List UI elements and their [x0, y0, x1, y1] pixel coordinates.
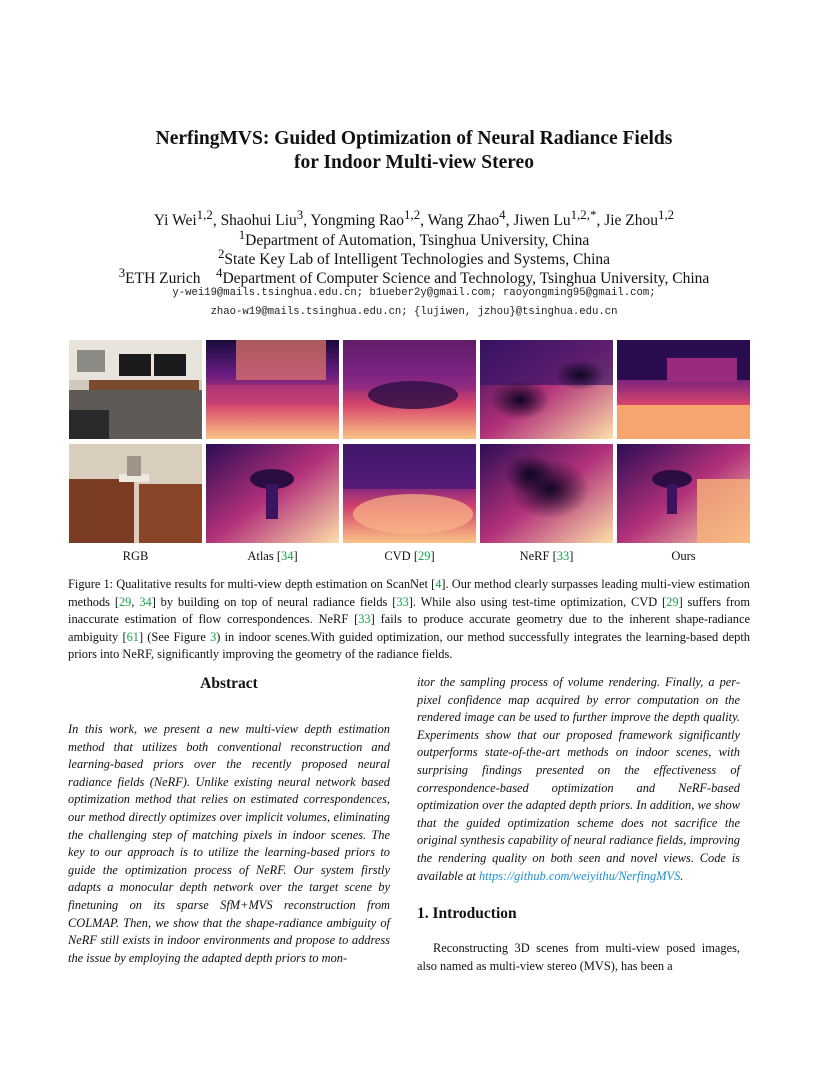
affiliation-2: $^2$State Key Lab of Intelligent Technologies and Systems, China [217, 246, 611, 269]
author: Jiwen Lu [513, 212, 571, 230]
figure-label-nerf: NeRF [33] [519, 549, 574, 563]
author: Wang Zhao [427, 212, 500, 230]
figure-label-ours: Ours [671, 549, 696, 563]
emails-line-1: y-wei19@mails.tsinghua.edu.cn; b1ueber2y@gmail.com; raoyongming95@gmail.com; [172, 287, 656, 299]
cvd-depth-lounge [343, 444, 476, 543]
introduction-text: Reconstructing 3D scenes from multi-view posed images, also named as multi-view stereo (MVS), has been a [417, 941, 740, 973]
nerf-depth-lounge [480, 444, 613, 543]
abstract-text-right: itor the sampling process of volume rendering. Finally, a per-pixel confidence map acquired by error computation on the rendered image can be used to further improve the depth quality. Experiments show that our proposed framework significantly outperforms state-of-the-art methods on indoor scenes, with surprising findings presented on the effectiveness of correspondence-based optimization and NeRF-based optimization over the adapted depth priors. In addition, we show that the guided optimization scheme does not sacrifice the original synthesis capability of neural radiance fields, improving the rendering quality on both seen and novel views. Code is available at https://github.com/weiyithu/NerfingMVS. [417, 675, 740, 883]
citation-link[interactable]: 33 [358, 612, 371, 627]
paper-title-line-1: NerfingMVS: Guided Optimization of Neural Radiance Fields [155, 128, 673, 149]
author: Jie Zhou [604, 212, 658, 230]
rgb-image-office [69, 340, 202, 439]
abstract-heading: Abstract [200, 675, 258, 692]
author: Shaohui Liu [220, 212, 297, 230]
figure-ref-link[interactable]: 3 [210, 629, 217, 644]
figure-label-rgb: RGB [122, 549, 149, 563]
figure-1-caption: Figure 1: Qualitative results for multi-view depth estimation on ScanNet [4]. Our method clearly surpasses leading multi-view estimation methods [29, 34] by building on top of neural radiance fields [33]. While also using test-time optimization, CVD [29] suffers from inaccurate estimation of flow correspondences. NeRF [33] fails to produce accurate geometry due to the inherent shape-radiance ambiguity [61] (See Figure 3) in indoor scenes.With guided optimization, our method successfully integrates the learning-based depth priors into NeRF, significantly improving the geometry of the radiance fields. [68, 577, 750, 662]
figure-1-grid [69, 340, 750, 543]
emails-line-2: zhao-w19@mails.tsinghua.edu.cn; {lujiwen, jzhou}@tsinghua.edu.cn [210, 306, 618, 318]
citation-link[interactable]: 33 [396, 594, 409, 609]
left-column [68, 674, 390, 967]
atlas-depth-office [206, 340, 339, 439]
affiliation-1: $^1$Department of Automation, Tsinghua University, China [238, 227, 590, 250]
citation-link[interactable]: 29 [118, 594, 132, 609]
citation-link[interactable]: 4 [435, 577, 442, 591]
code-url-link[interactable]: https://github.com/weiyithu/NerfingMVS [478, 868, 681, 883]
citation-link[interactable]: 34 [139, 594, 152, 609]
ours-depth-lounge [617, 444, 750, 543]
citation-link[interactable]: 29 [666, 594, 679, 609]
abstract-text-left: In this work, we present a new multi-view depth estimation method that utilizes both conventional reconstruction and learning-based priors over the recently proposed neural radiance fields (NeRF). Unlike existing neural network based optimization method that relies on estimated correspondences, our method directly optimizes over implicit volumes, eliminating the challenging step of matching pixels in indoor scenes. The key to our approach is to utilize the learning-based priors to guide the optimization process of NeRF. Our system firstly adapts a monocular depth network over the target scene by finetuning on its sparse SfM+MVS reconstruction from COLMAP. Then, we show that the shape-radiance ambiguity of NeRF still exists in indoor environments and propose to address the issue by employing the adapted depth priors to mon- [68, 722, 390, 965]
rgb-image-lounge [69, 444, 202, 543]
figure-label-cvd: CVD [29] [384, 549, 435, 563]
figure-label-atlas: Atlas [34] [247, 549, 298, 563]
cvd-depth-office [343, 340, 476, 439]
atlas-depth-lounge [206, 444, 339, 543]
author-list: Yi Wei$^{1,2}$, Shaohui Liu$^3$, Yongming Rao$^{1,2}$, Wang Zhao$^4$, Jiwen $Lu^{1,2,*}$, Jie Zhou$^{1,2}$ [153, 207, 675, 230]
right-column [417, 674, 740, 975]
nerf-depth-office [480, 340, 613, 439]
citation-link[interactable]: 61 [126, 629, 139, 644]
author: Yi Wei [153, 212, 197, 230]
paper-title-line-2: for Indoor Multi-view Stereo [294, 152, 534, 173]
introduction-heading: 1. Introduction [417, 905, 517, 923]
ours-depth-office [617, 340, 750, 439]
affiliation-3-4: $^3$ETH Zurich $^4$Department of Computer Science and Technology, Tsinghua University, China [118, 265, 710, 288]
author: Yongming Rao [310, 212, 405, 230]
